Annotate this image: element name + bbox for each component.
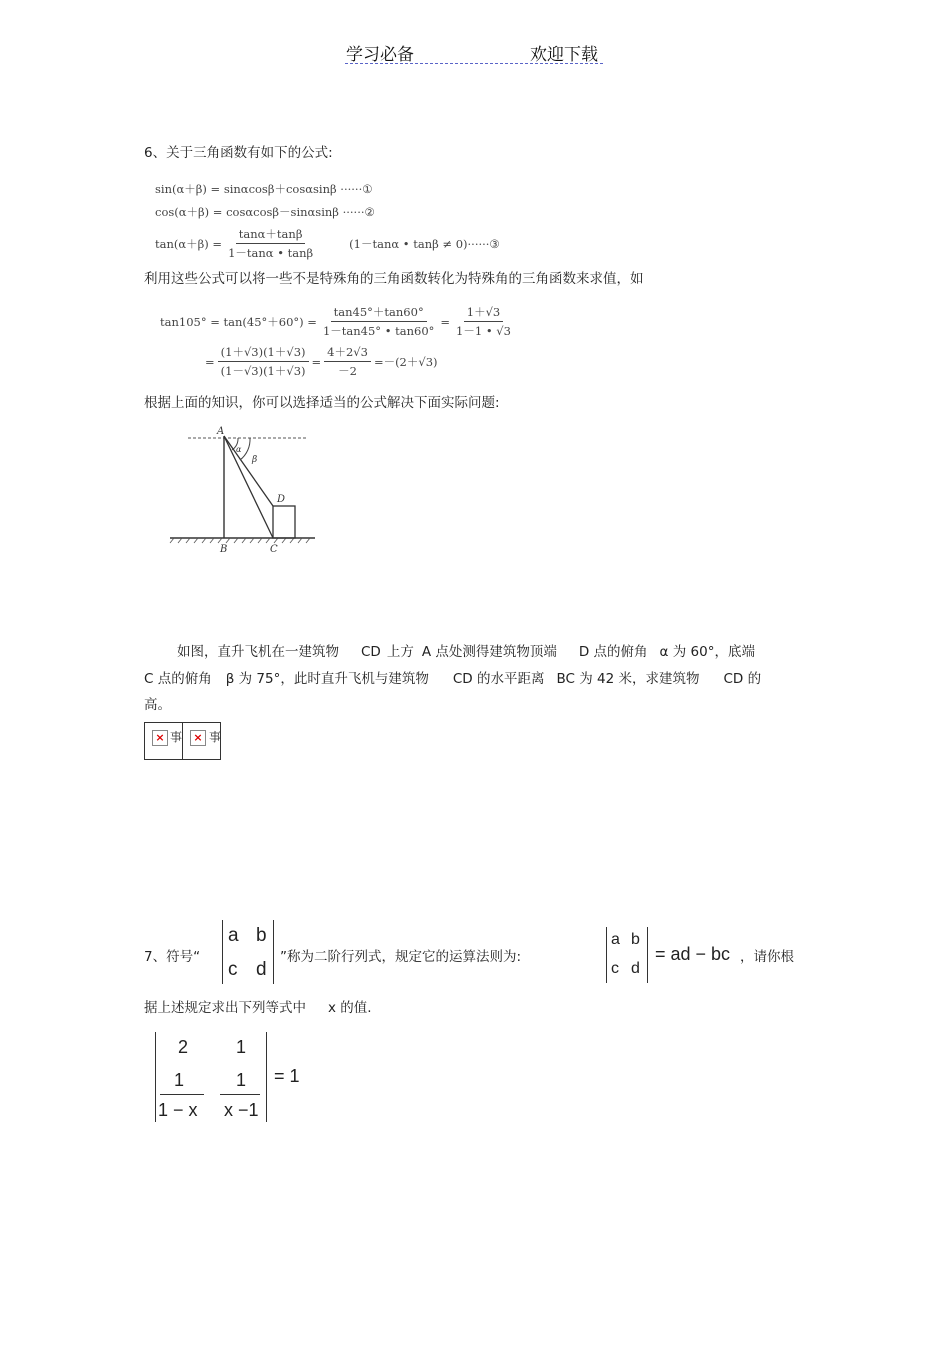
eq-r1c1: 2: [178, 1037, 189, 1057]
q7-line2-part2: x 的值.: [328, 1000, 372, 1016]
example2-num-1: (1＋√3)(1＋√3): [218, 344, 309, 362]
eq-r1c2: 1: [236, 1037, 247, 1057]
example-line-2: [205, 344, 438, 379]
header-right: 欢迎下载: [530, 45, 598, 65]
broken-image-frame: [144, 722, 221, 760]
formula-tan-condition: (1－tanα • tanβ ≠ 0)······③: [349, 236, 500, 251]
example-den-1: 1－tan45° • tan60°: [322, 324, 435, 338]
label-C: C: [270, 544, 278, 555]
q6-task: 根据上面的知识，你可以选择适当的公式解决下面实际问题:: [144, 395, 500, 411]
header-divider: [345, 63, 603, 64]
rule-det-a: a: [611, 931, 620, 948]
q7-tail: ，请你根: [740, 949, 794, 965]
segment-AD: [224, 436, 273, 506]
q7-lead: 7、符号“: [144, 949, 201, 965]
example2-den-2: －2: [338, 364, 357, 378]
rule-det-c: c: [611, 960, 619, 977]
rule-det-d: d: [631, 960, 640, 977]
det-b: b: [256, 925, 267, 946]
det-a: a: [228, 925, 239, 946]
problem-line-2: [144, 666, 761, 692]
problem-l2-part1: C 点的俯角: [144, 671, 212, 687]
problem-l1-part2: CD: [361, 644, 381, 660]
broken-image-icon: ×: [152, 730, 168, 746]
label-D: D: [277, 494, 286, 505]
problem-l1-part6: α 为 60°，底端: [659, 644, 755, 660]
problem-l1-part1: 如图，直升飞机在一建筑物: [177, 644, 339, 660]
example-num-1: tan45°＋tan60°: [331, 304, 427, 322]
broken-image-char: 事: [170, 730, 183, 744]
example-eq: =: [440, 314, 451, 329]
example-line-1: [160, 304, 517, 339]
example2-eq-2: =: [311, 354, 322, 369]
example-den-2: 1－1 • √3: [456, 324, 511, 338]
formula-tan-denominator: 1－tanα • tanβ: [228, 246, 314, 260]
problem-l2-part3: CD 的水平距离: [452, 671, 545, 687]
problem-l1-part5: D 点的俯角: [578, 644, 648, 660]
label-B: B: [220, 544, 228, 555]
q7-determinant-symbol: [222, 920, 274, 984]
q7-equation-rhs: = 1: [274, 1066, 300, 1086]
rule-det-b: b: [631, 931, 640, 948]
problem-line-3: 高。: [144, 697, 171, 713]
q7-determinant-rule: [606, 927, 648, 983]
formula-cos-sum: cos(α＋β) = cosαcosβ－sinαsinβ ······②: [155, 205, 375, 219]
formula-tan-sum: [155, 226, 500, 261]
q7-line-2: [144, 995, 372, 1021]
formula-sin-sum: sin(α＋β) = sinαcosβ＋cosαsinβ ······①: [155, 182, 373, 196]
q6-usage: 利用这些公式可以将一些不是特殊角的三角函数转化为特殊角的三角函数来求值，如: [144, 271, 644, 287]
det-c: c: [228, 959, 238, 980]
label-beta: β: [252, 455, 258, 465]
eq-r2c2-bar: [220, 1094, 260, 1095]
label-A: A: [217, 426, 225, 437]
example2-den-1: (1－√3)(1＋√3): [220, 364, 306, 378]
problem-l2-part2: β 为 75°，此时直升飞机与建筑物: [225, 671, 429, 687]
eq-r2c1-num: 1: [174, 1070, 185, 1090]
q7-equation-determinant: [155, 1032, 267, 1122]
det-d: d: [256, 959, 267, 980]
broken-image-divider: [182, 723, 183, 759]
problem-line-1: [177, 639, 755, 665]
example-fraction-1: [320, 304, 437, 339]
formula-tan-lhs: tan(α＋β) =: [155, 236, 223, 251]
example2-fraction-2: [324, 344, 371, 379]
formula-tan-numerator: tanα＋tanβ: [236, 226, 306, 244]
q7-line2-part1: 据上述规定求出下列等式中: [144, 1000, 306, 1016]
formula-tan-fraction: [225, 226, 316, 261]
q7-rule-result: = ad − bc: [655, 944, 731, 964]
q6-intro: 6、关于三角函数有如下的公式:: [144, 145, 333, 161]
example2-eq: =: [205, 354, 215, 369]
example2-num-2: 4＋2√3: [324, 344, 371, 362]
broken-image-icon: ×: [190, 730, 206, 746]
problem-l2-part5: CD 的: [723, 671, 762, 687]
problem-l1-part3: 上方: [386, 644, 414, 660]
helicopter-figure: [140, 420, 400, 620]
eq-r2c1-bar: [160, 1094, 204, 1095]
eq-r2c2-den: x −1: [224, 1100, 259, 1120]
example2-result: =－(2＋√3): [373, 354, 438, 369]
angle-beta-arc: [240, 438, 250, 460]
building-CD: [273, 506, 295, 538]
broken-image-char: 事: [209, 730, 222, 744]
q7-mid: ”称为二阶行列式，规定它的运算法则为:: [280, 949, 522, 965]
header-left: 学习必备: [346, 45, 414, 65]
eq-r2c2-num: 1: [236, 1070, 247, 1090]
problem-l1-part4: A 点处测得建筑物顶端: [421, 644, 557, 660]
problem-l2-part4: BC 为 42 米，求建筑物: [556, 671, 700, 687]
segment-AC: [224, 436, 273, 538]
example2-fraction-1: [218, 344, 309, 379]
example-fraction-2: [453, 304, 514, 339]
label-alpha: α: [236, 445, 242, 454]
example-lhs: tan105° = tan(45°＋60°) =: [160, 314, 317, 329]
example-num-2: 1＋√3: [464, 304, 503, 322]
eq-r2c1-den: 1 − x: [158, 1100, 198, 1120]
